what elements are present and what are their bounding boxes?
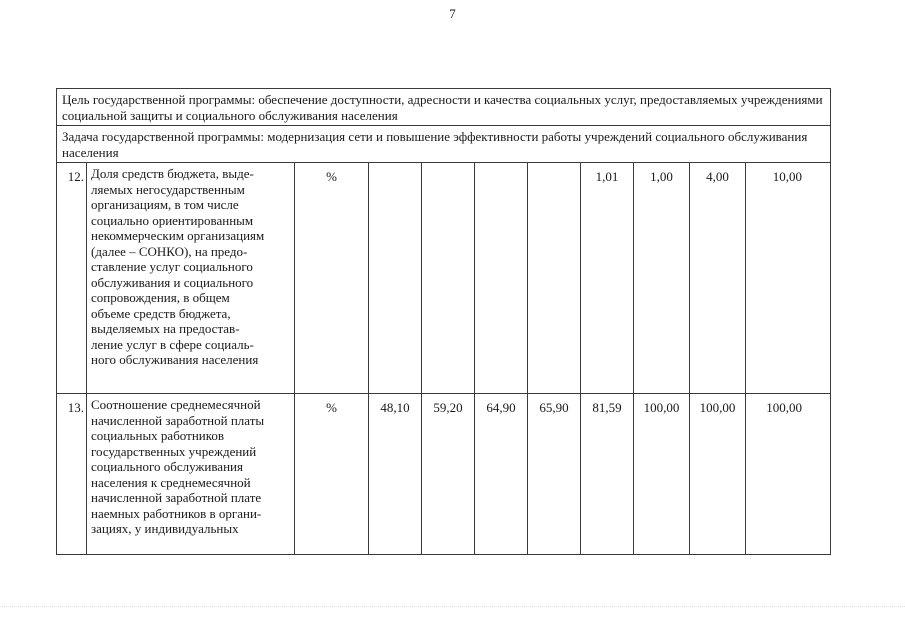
value-cell bbox=[528, 163, 581, 394]
indicator-name-line: обслуживания и социального bbox=[91, 274, 254, 290]
indicator-name bbox=[87, 163, 295, 394]
indicator-name-line: социального обслуживания bbox=[91, 459, 243, 474]
value-cell bbox=[475, 163, 528, 394]
value-cell: 1,01 bbox=[581, 163, 634, 394]
indicator-name-line: зациях, у индивидуальных bbox=[91, 521, 239, 536]
indicator-name-line: ление услуг в сфере социаль- bbox=[91, 336, 254, 352]
value-cell: 48,10 bbox=[369, 394, 422, 555]
row-number: 12. bbox=[57, 163, 87, 394]
unit-cell: % bbox=[295, 394, 369, 555]
value-cell: 10,00 bbox=[746, 163, 831, 394]
value-cell: 100,00 bbox=[746, 394, 831, 555]
task-text: Задача государственной программы: модернизация сети и повышение эффективности работы учреждений социального обслуживания населения bbox=[57, 126, 831, 163]
indicator-name-line: ного обслуживания населения bbox=[91, 352, 259, 367]
indicator-name bbox=[87, 394, 295, 555]
table-row bbox=[57, 394, 831, 555]
page-number: 7 bbox=[449, 6, 456, 21]
goal-text: Цель государственной программы: обеспечение доступности, адресности и качества социальных услуг, предоставляемых учреждениями социальной защиты и социального обслуживания населения bbox=[57, 89, 831, 126]
value-cell bbox=[369, 163, 422, 394]
value-cell: 1,00 bbox=[634, 163, 690, 394]
indicator-name-line: Доля средств бюджета, выде- bbox=[91, 166, 254, 181]
indicator-name-line: социальных работников bbox=[91, 428, 225, 443]
scan-noise-line bbox=[0, 606, 905, 611]
indicator-name-line: объеме средств бюджета, bbox=[91, 305, 231, 321]
value-cell: 65,90 bbox=[528, 394, 581, 555]
indicator-name-line: населения к среднемесячной bbox=[91, 474, 251, 490]
indicator-name-line: начисленной заработной платы bbox=[91, 412, 265, 428]
value-cell: 4,00 bbox=[690, 163, 746, 394]
row-number: 13. bbox=[57, 394, 87, 555]
value-cell: 100,00 bbox=[634, 394, 690, 555]
indicator-name-line: ляемых негосударственным bbox=[91, 181, 245, 197]
indicator-name-line: государственных учреждений bbox=[91, 443, 257, 459]
indicator-name-line: начисленной заработной плате bbox=[91, 490, 262, 505]
indicator-name-line: выделяемых на предостав- bbox=[91, 321, 240, 336]
table-row bbox=[57, 163, 831, 394]
indicator-name-line: организациям, в том числе bbox=[91, 197, 239, 212]
indicator-name-line: наемных работников в органи- bbox=[91, 505, 262, 521]
value-cell: 100,00 bbox=[690, 394, 746, 555]
indicator-name-line: (далее – СОНКО), на предо- bbox=[91, 243, 248, 259]
value-cell: 81,59 bbox=[581, 394, 634, 555]
indicator-name-line: сопровождения, в общем bbox=[91, 290, 230, 305]
value-cell: 59,20 bbox=[422, 394, 475, 555]
indicator-name-line: Соотношение среднемесячной bbox=[91, 397, 261, 412]
task-row bbox=[57, 126, 831, 163]
indicator-name-line: ставление услуг социального bbox=[91, 259, 253, 274]
goal-row bbox=[57, 89, 831, 126]
value-cell bbox=[422, 163, 475, 394]
indicator-name-line: некоммерческим организациям bbox=[91, 228, 265, 243]
unit-cell: % bbox=[295, 163, 369, 394]
indicator-name-line: социально ориентированным bbox=[91, 212, 254, 228]
indicators-table bbox=[56, 88, 831, 555]
value-cell: 64,90 bbox=[475, 394, 528, 555]
